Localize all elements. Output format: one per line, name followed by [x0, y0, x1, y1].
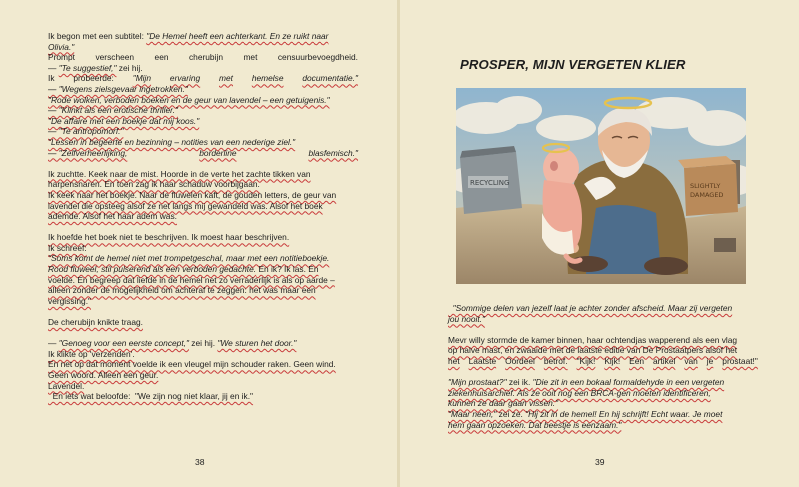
text-line: vergissing."	[48, 295, 92, 306]
page-number: 38	[195, 457, 205, 467]
damaged-box-label-1: SLIGHTLY	[690, 182, 721, 190]
text-line: "Rode wolken, verboden boeken en de geur van lavendel – een getuigenis."	[48, 94, 330, 105]
text-line: En ik? Ik las. En	[256, 264, 319, 275]
text-line: Ik hoefde het boek niet te beschrijven. Ik moest haar beschrijven.	[48, 232, 290, 243]
text-line: alleen zonder de mogelijkheid om achteraf te zeggen: het was maar een	[48, 285, 316, 296]
text-line: En iets wat beloofde: "We zijn nog niet klaar, jij en ik."	[48, 391, 254, 402]
text-line: "Te suggestief,"	[58, 62, 117, 73]
text-line: "Soms komt de hemel niet met trompetgeschal, maar met een notitieboekje.	[48, 253, 330, 264]
text-line: Ik klikte op 'verzenden'.	[48, 348, 135, 359]
text-line: "Sommige delen van jezelf laat je achter zonder afscheid. Maar zij vergeten	[448, 303, 733, 313]
text-line: — "Zelfverheerlijking, borderline blasfemisch."	[48, 147, 358, 158]
text-line: Geen woord. Alleen een geur.	[48, 370, 159, 380]
text-line: Ik schreef:	[48, 242, 87, 253]
text-line: Rood fluweel, stil pulserend als een verboden gedachte.	[48, 264, 257, 275]
text-line: Lavendel.	[48, 380, 85, 391]
text-line: — "Te antropomorf."	[48, 126, 124, 137]
text-line: harpensnaren. En toen zag ik haar schaduw voorbijgaan.	[48, 179, 260, 190]
text-line: Ik begon met een subtitel:	[48, 31, 147, 41]
paragraph	[48, 169, 358, 222]
damaged-box-label-2: DAMAGED	[690, 191, 724, 199]
chapter-illustration	[456, 88, 746, 284]
right-page-text	[448, 303, 758, 441]
text-line: "Lessen in begeerte en bezinning – notities van een nederige ziel."	[48, 136, 296, 147]
paragraph	[48, 232, 358, 306]
text-line: zei ze.	[496, 408, 526, 419]
chapter-title: PROSPER, MIJN VERGETEN KLIER	[460, 57, 686, 72]
text-line: op halve mast, en zwaaide met de laatste editie van De Prostaatpers alsof het	[448, 345, 738, 356]
text-line: Ik keek naar het boekje. Naar de fluwelen kaft, de gouden letters, de geur van	[48, 189, 337, 200]
text-line: lavendel die opsteeg alsof ze net langs mij gewandeld was. Alsof het boek	[48, 200, 323, 211]
text-line: jou nooit."	[448, 313, 485, 324]
paragraph	[48, 317, 358, 328]
text-line: voelde. En begreep dat liefde in de hemel net zo verraderlijk is als op aarde –	[48, 274, 335, 285]
text-line: Ik probeerde: "Mijn ervaring met hemelse documentatie."	[48, 73, 358, 84]
text-line: kunnen ze daar gaan vissen."	[448, 398, 559, 409]
text-line: zei ik.	[506, 377, 533, 388]
text-line: ziekenhuisarchief. Als ze ooit nog een BRCA-gen moeten identificeren,	[448, 387, 711, 398]
text-line: Prompt verscheen een cherubijn met censuurbevoegdheid.	[48, 52, 358, 63]
text-line: De cherubijn knikte traag.	[48, 317, 143, 328]
text-line: ademde. Alsof het haar adem was.	[48, 211, 177, 222]
text-line: — "Klinkt als een erotische thriller."	[48, 105, 178, 116]
text-line: "Genoeg voor een eerste concept,"	[58, 338, 189, 349]
text-line: "Maar neen,"	[448, 408, 497, 419]
recycling-sign: RECYCLING	[470, 179, 510, 187]
text-line: Olivia."	[48, 41, 75, 52]
right-page	[400, 0, 799, 487]
text-line: "De Hemel heeft een achterkant. En ze ruikt naar	[146, 31, 329, 41]
paragraph	[448, 377, 758, 430]
text-line: "Mijn prostaat?"	[448, 377, 507, 388]
text-line: En net op dat moment voelde ik een vleugel mijn schouder raken. Geen wind.	[48, 359, 336, 370]
text-line: "We sturen het door."	[217, 338, 297, 349]
text-line: "Hij zit in de hemel! En hij schrijft! Echt waar. Je moet	[525, 408, 723, 419]
text-line: hem gaan opzoeken. Dat beestje is eenzaam."	[448, 419, 622, 430]
dialogue-block: Ik begon met een subtitel: "De Hemel heeft een achterkant. En ze ruikt naar Olivia." Prompt verscheen een cherubijn met censuurbevoegdheid. — "Te suggestief," zei hij. Ik probeerde: "Mijn ervaring met hemelse documentatie." — "Wegens zielsgevaar ingetrokken." "Rode wolken, verboden boeken en de geur van lavendel – een getuigenis." — "Klinkt als een erotische thriller." "De affaire met een boekje dat mij koos." — "Te antropomorf." "Lessen in begeerte en bezinning – notities van een nederige ziel." — "Zelfverheerlijking, borderline blasfemisch."	[48, 31, 358, 158]
text-line: Mevr willy stormde de kamer binnen, haar ochtendjas wapperend als een vlag	[448, 334, 738, 345]
left-page	[0, 0, 398, 487]
text-line: "De affaire met een boekje dat mij koos."	[48, 115, 200, 126]
paragraph	[448, 335, 758, 367]
text-line: "Die zit in een bokaal formaldehyde in een vergeten	[532, 377, 725, 388]
epigraph	[448, 303, 758, 324]
paragraph: — "Genoeg voor een eerste concept," zei hij. "We sturen het door." Ik klikte op 'verzenden'. En net op dat moment voelde ik een vleugel mijn schouder raken. Geen wind. Geen woord. Alleen een geur. Lavendel. En iets wat beloofde: "We zijn nog niet klaar, jij en ik."	[48, 338, 358, 402]
page-number: 39	[595, 457, 605, 467]
text-line: het Laatste Oordeel betrof. "Kijk! Kijk! Een artikel van je prostaat!"	[448, 355, 758, 366]
text-line: Ik zuchtte. Keek naar de mist. Hoorde in de verte het zachte tikken van	[48, 168, 311, 179]
left-page-text	[48, 31, 358, 412]
text-line: — "Wegens zielsgevaar ingetrokken."	[48, 83, 188, 94]
